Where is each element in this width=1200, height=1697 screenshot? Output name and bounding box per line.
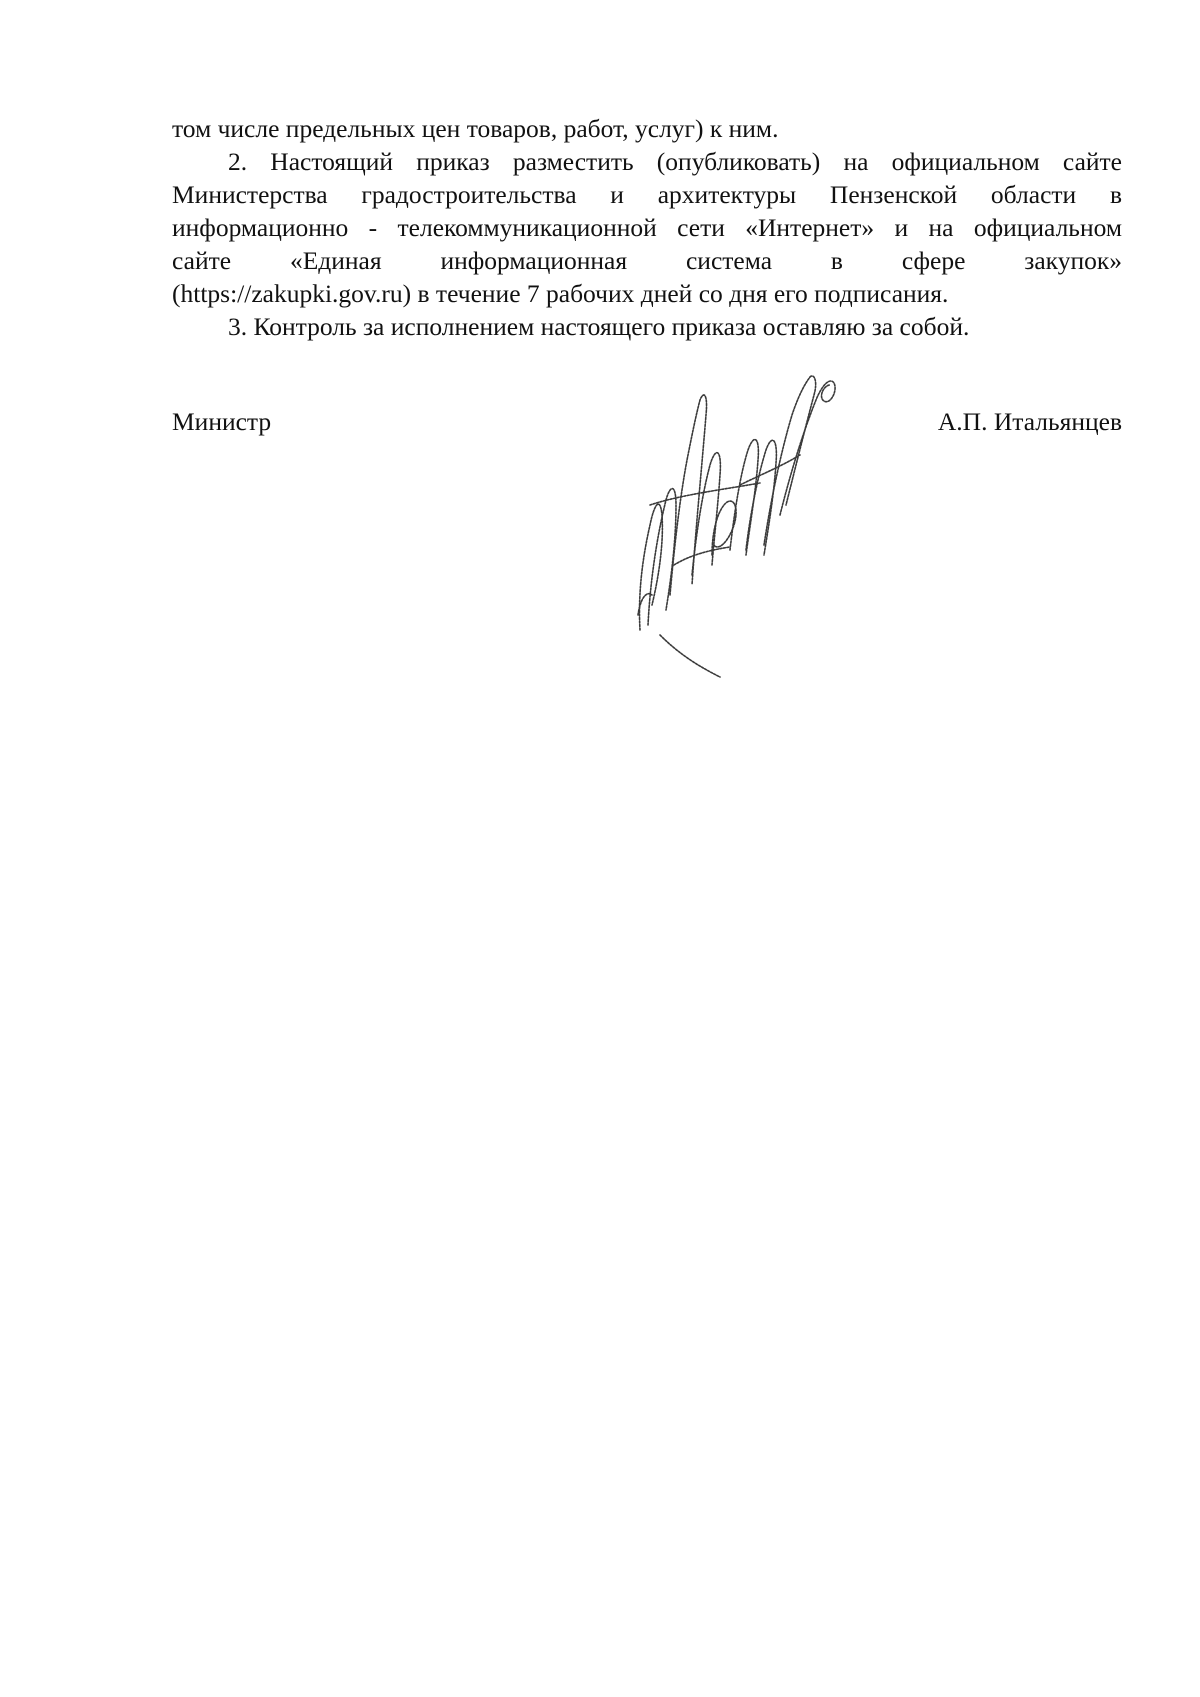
item-2-line-3: информационно - телекоммуникационной сети «Интернет» и на официальном (172, 213, 1122, 242)
handwritten-signature-icon (630, 355, 870, 685)
item-3: 3. Контроль за исполнением настоящего приказа оставляю за собой. (228, 312, 970, 341)
item-2-line-4: сайте «Единая информационная система в сфере закупок» (172, 246, 1122, 275)
paragraph-continuation: том числе предельных цен товаров, работ, услуг) к ним. (172, 114, 779, 143)
document-body (172, 112, 1122, 343)
signatory-name: А.П. Итальянцев (937, 407, 1122, 436)
item-2-line-2: Министерства градостроительства и архитектуры Пензенской области в (172, 180, 1122, 209)
item-2-line-1: 2. Настоящий приказ разместить (опубликовать) на официальном сайте (228, 147, 1122, 176)
item-2-line-5: (https://zakupki.gov.ru) в течение 7 рабочих дней со дня его подписания. (172, 279, 949, 308)
signatory-title: Министр (172, 407, 272, 436)
